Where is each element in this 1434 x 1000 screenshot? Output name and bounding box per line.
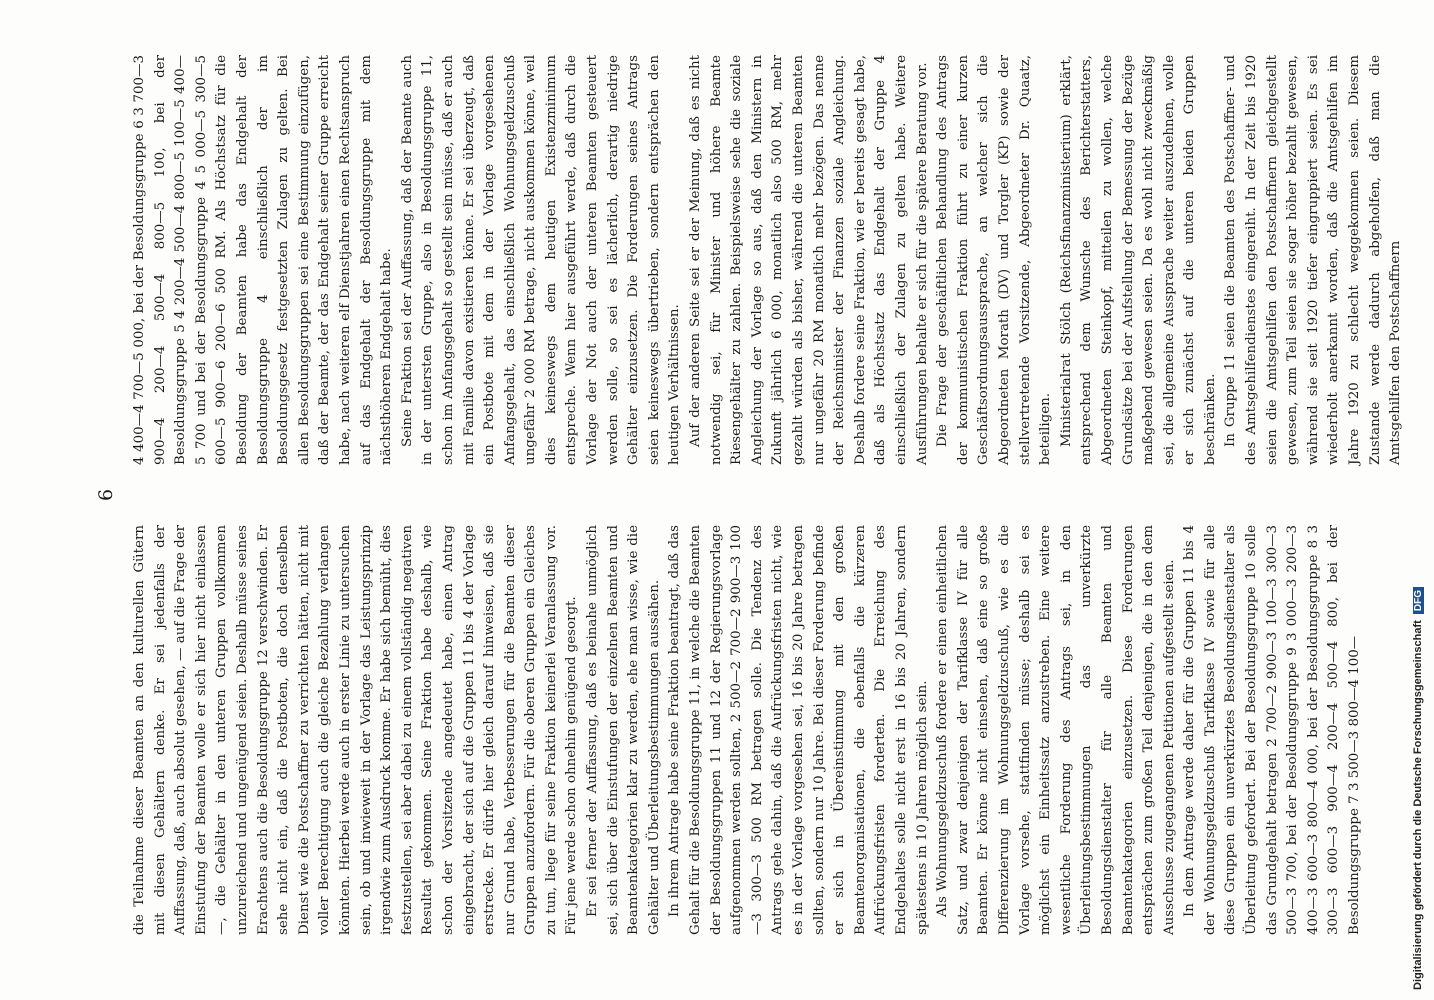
paragraph: die Teilnahme dieser Beamten an den kulturellen Gütern mit diesen Gehältern denke. Er sei jedenfalls der Auffassung, daß, auch absolut gesehen, — auf die Frage der Einstufung der Beamten wolle er sich hier nicht einlassen —, die Gehälter in den unteren Gruppen vollkommen unzureichend und ungenügend seien. Deshalb müsse seines Erachtens auch die Besoldungsgruppe 12 verschwinden. Er sehe nicht ein, daß die Postboten, die doch denselben Dienst wie die Postschaffner zu verrichten hätten, nicht mit voller Berechtigung auch die gleiche Bezahlung verlangen könnten. Hierbei werde auch in erster Linie zu untersuchen sein, ob und inwieweit in der Vorlage das Leistungsprinzip irgendwie zum Ausdruck komme. Er habe sich bemüht, dies festzustellen, sei aber dabei zu einem vollständig negativen Resultat gekommen. Seine Fraktion habe deshalb, wie schon der Vorsitzende angedeutet habe, einen Antrag eingebracht, der sich auf die Gruppen 11 bis 4 der Vorlage erstrecke. Er dürfe hier gleich darauf hinweisen, daß sie nur Grund habe, Verbesserungen für die Beamten dieser Gruppen anzufordern. Für die oberen Gruppen ein Gleiches zu tun, liege für seine Fraktion keinerlei Veranlassung vor. Für jene werde schon ohnehin genügend gesorgt. [132, 525, 580, 935]
page-number: 6 [95, 488, 117, 502]
right-column [130, 55, 1404, 465]
paragraph: Auf der anderen Seite sei er der Meinung, daß es nicht notwendig sei, für Minister und höhere Beamte Riesengehälter zu zahlen. Beispielsweise sehe die soziale Angleichung der Vorlage so aus, daß den Ministern in Zukunft jährlich 6 000, monatlich also 500 RM, mehr gezahlt würden als bisher, während die unteren Beamten nur ungefähr 20 RM monatlich mehr bezögen. Das nenne der Reichsminister der Finanzen soziale Angleichung. Deshalb fordere seine Fraktion, wie er bereits gesagt habe, daß als Höchstsatz das Endgehalt der Gruppe 4 einschließlich der Zulagen zu gelten habe. Weitere Ausführungen behalte er sich für die spätere Beratung vor. [688, 55, 930, 465]
footer-text: Digitalisierung gefördert durch die Deutsche Forschungsgemeinschaft [1412, 620, 1424, 990]
text-columns [130, 55, 1404, 935]
paragraph: In Gruppe 11 seien die Beamten des Postschaffner- und des Amtsgehilfendienstes eingereiht. In der Zeit bis 1920 seien die Amtsgehilfen den Postschaffnern gleichgestellt gewesen, zum Teil seien sie sogar höher bezahlt gewesen, während sie seit 1920 tiefer eingruppiert seien. Es sei wiederholt anerkannt worden, daß die Amtsgehilfen im Jahre 1920 zu schlecht weggekommen seien. Diesem Zustande werde dadurch abgeholfen, daß man die Amtsgehilfen den Postschaffnern [1223, 55, 1404, 465]
paragraph: In dem Antrage werde daher für die Gruppen 11 bis 4 der Wohnungsgeldzuschuß Tarifklasse IV sowie für alle diese Gruppen ein unverkürztes Besoldungsdienstalter als Überleitung gefordert. Bei der Besoldungsgruppe 10 solle das Grundgehalt betragen 2 700—2 900—3 100—3 300—3 500—3 700, bei der Besoldungsgruppe 9 3 000—3 200—3 400—3 600—3 800—4 000, bei der Besoldungsgruppe 8 3 300—3 600—3 900—4 200—4 500—4 800, bei der Besoldungsgruppe 7 3 500—3 800—4 100— [1182, 525, 1363, 935]
paragraph: In ihrem Antrage habe seine Fraktion beantragt, daß das Gehalt für die Besoldungsgruppe 11, in welche die Beamten der Besoldungsgruppen 11 und 12 der Regierungsvorlage aufgenommen werden sollten, 2 500—2 700—2 900—3 100—3 300—3 500 RM betragen solle. Die Tendenz des Antrags gehe dahin, daß die Aufrückungsfristen nicht, wie es in der Vorlage vorgesehen sei, 16 bis 20 Jahre betragen sollten, sondern nur 10 Jahre. Bei dieser Forderung befinde er sich in Übereinstimmung mit den großen Beamtenorganisationen, die ebenfalls die kürzeren Aufrückungsfristen forderten. Die Erreichung des Endgehaltes solle nicht erst in 16 bis 20 Jahren, sondern spätestens in 10 Jahren möglich sein. [667, 525, 930, 935]
paragraph: Als Wohnungsgeldzuschuß fordere er einen einheitlichen Satz, und zwar denjenigen der Tarifklasse IV für alle Beamten. Er könne nicht einsehen, daß eine so große Differenzierung im Wohnungsgeldzuschuß, wie es die Vorlage vorsehe, stattfinden müsse; deshalb sei es möglichst ein Einheitssatz anzustreben. Eine weitere wesentliche Forderung des Antrags sei, in den Überleitungsbestimmungen das unverkürzte Besoldungsdienstalter für alle Beamten und Beamtenkategorien einzusetzen. Diese Forderungen entsprächen zum großen Teil denjenigen, die in den dem Ausschusse zugegangenen Petitionen aufgestellt seien. [935, 525, 1177, 935]
footer-text-line [1412, 10, 1424, 990]
paragraph: 4 400—4 700—5 000, bei der Besoldungsgruppe 6 3 700—3 900—4 200—4 500—4 800—5 100, bei der Besoldungsgruppe 5 4 200—4 500—4 800—5 100—5 400—5 700 und bei der Besoldungsgruppe 4 5 000—5 300—5 600—5 900—6 200—6 500 RM. Als Höchstsatz für die Besoldung der Beamten habe das Endgehalt der Besoldungsgruppe 4 einschließlich der im Besoldungsgesetz festgesetzten Zulagen zu gelten. Bei allen Besoldungsgruppen sei eine Bestimmung einzufügen, daß der Beamte, der das Endgehalt seiner Gruppe erreicht habe, nach weiteren elf Dienstjahren einen Rechtsanspruch auf das Endgehalt der Besoldungsgruppe mit dem nächsthöheren Endgehalt habe. [132, 55, 395, 465]
paragraph: Seine Fraktion sei der Auffassung, daß der Beamte auch in der untersten Gruppe, also in Besoldungsgruppe 11, schon im Anfangsgehalt so gestellt sein müsse, daß er auch mit Familie davon existieren könne. Er sei überzeugt, daß ein Postbote mit dem in der Vorlage vorgesehenen Anfangsgehalt, das einschließlich Wohnungsgeldzuschuß ungefähr 2 000 RM betrage, nicht auskommen könne, weil dies keineswegs dem heutigen Existenzminimum entspreche. Wenn hier ausgeführt werde, daß durch die Vorlage der Not auch der unteren Beamten gesteuert werden solle, so sei es lächerlich, derartig niedrige Gehälter einzusetzen. Die Forderungen seines Antrags seien keineswegs übertrieben, sondern entsprächen den heutigen Verhältnissen. [399, 55, 683, 465]
rotated-text-block [95, 55, 1404, 935]
paragraph: Die Frage der geschäftlichen Behandlung des Antrags der kommunistischen Fraktion führt zu einer kurzen Geschäftsordnungsaussprache, an welcher sich die Abgeordneten Morath (DV) und Torgler (KP) sowie der stellvertretende Vorsitzende, Abgeordneter Dr. Quaatz, beteiligen. [935, 55, 1054, 465]
paragraph: Ministerialrat Stölch (Reichsfinanzministerium) erklärt, entsprechend dem Wunsche des Berichterstatters, Abgeordneten Steinkopf, mitteilen zu wollen, welche Grundsätze bei der Aufstellung der Bemessung der Bezüge maßgebend gewesen seien. Da es wohl nicht zweckmäßig sei, die allgemeine Aussprache weiter auszudehnen, wolle er sich zunächst auf die unteren beiden Gruppen beschränken. [1058, 55, 1218, 465]
paragraph: Er sei ferner der Auffassung, daß es beinahe unmöglich sei, sich über die Einstufungen der einzelnen Beamten und Beamtenkategorien klar zu werden, ehe man wisse, wie die Gehälter und Überleitungsbestimmungen aussähen. [585, 525, 662, 935]
digitization-footer [1412, 10, 1430, 990]
left-column [130, 525, 1363, 935]
dfg-logo: DFG [1413, 587, 1424, 614]
